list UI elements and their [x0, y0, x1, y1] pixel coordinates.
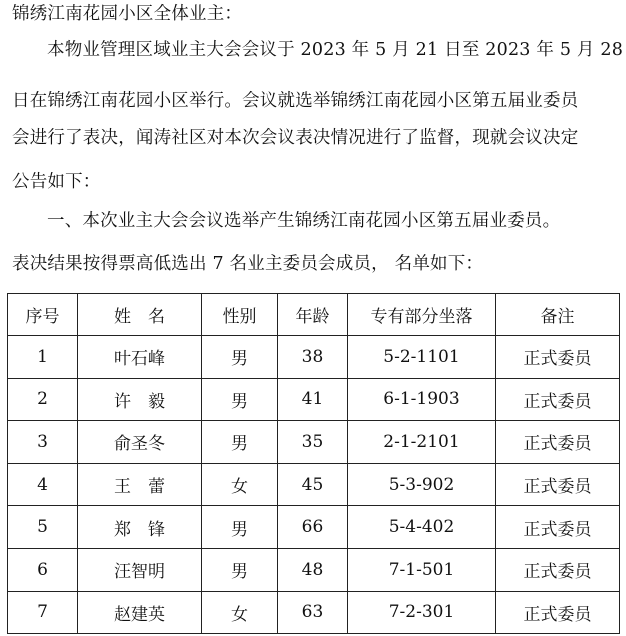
- cell-name: 赵建英: [78, 591, 202, 634]
- paragraph2-line1: 一、本次业主大会会议选举产生锦绣江南花园小区第五届业委员。: [47, 211, 561, 231]
- paragraph1-line4: 公告如下：: [12, 172, 101, 192]
- cell-gender: 女: [202, 591, 278, 634]
- header-note: 备注: [496, 294, 620, 336]
- cell-name: 叶石峰: [78, 336, 202, 379]
- paragraph2-line2: 表决结果按得票高低选出 7 名业主委员会成员， 名单如下：: [12, 254, 484, 274]
- cell-unit: 2-1-2101: [348, 421, 496, 464]
- cell-gender: 女: [202, 463, 278, 506]
- cell-unit: 5-3-902: [348, 463, 496, 506]
- cell-name: 郑 锋: [78, 506, 202, 549]
- cell-name: 王 蕾: [78, 463, 202, 506]
- cell-unit: 7-1-501: [348, 548, 496, 591]
- table-row: [8, 336, 620, 379]
- cell-gender: 男: [202, 378, 278, 421]
- cell-age: 41: [278, 378, 348, 421]
- cell-note: 正式委员: [496, 548, 620, 591]
- table-row: [8, 378, 620, 421]
- cell-age: 48: [278, 548, 348, 591]
- cell-no: 5: [8, 506, 78, 549]
- cell-note: 正式委员: [496, 421, 620, 464]
- cell-no: 2: [8, 378, 78, 421]
- cell-unit: 5-2-1101: [348, 336, 496, 379]
- paragraph1-line2: 日在锦绣江南花园小区举行。会议就选举锦绣江南花园小区第五届业委员: [12, 91, 579, 111]
- cell-gender: 男: [202, 421, 278, 464]
- salutation: 锦绣江南花园小区全体业主：: [12, 4, 243, 24]
- cell-no: 4: [8, 463, 78, 506]
- cell-note: 正式委员: [496, 378, 620, 421]
- cell-note: 正式委员: [496, 336, 620, 379]
- cell-gender: 男: [202, 548, 278, 591]
- table-row: [8, 548, 620, 591]
- cell-age: 35: [278, 421, 348, 464]
- cell-no: 1: [8, 336, 78, 379]
- table-row: [8, 421, 620, 464]
- table-row: [8, 506, 620, 549]
- header-no: 序号: [8, 294, 78, 336]
- cell-note: 正式委员: [496, 591, 620, 634]
- cell-age: 63: [278, 591, 348, 634]
- cell-no: 6: [8, 548, 78, 591]
- cell-note: 正式委员: [496, 463, 620, 506]
- cell-gender: 男: [202, 506, 278, 549]
- cell-age: 45: [278, 463, 348, 506]
- header-gender: 性别: [202, 294, 278, 336]
- cell-no: 7: [8, 591, 78, 634]
- paragraph1-line1: 本物业管理区域业主大会会议于 2023 年 5 月 21 日至 2023 年 5 月 28: [47, 40, 624, 60]
- cell-age: 38: [278, 336, 348, 379]
- cell-unit: 7-2-301: [348, 591, 496, 634]
- cell-note: 正式委员: [496, 506, 620, 549]
- committee-members-table: [7, 293, 620, 634]
- cell-gender: 男: [202, 336, 278, 379]
- table-row: [8, 463, 620, 506]
- cell-name: 俞圣冬: [78, 421, 202, 464]
- table-header-row: [8, 294, 620, 336]
- table-row: [8, 591, 620, 634]
- cell-name: 许 毅: [78, 378, 202, 421]
- header-age: 年龄: [278, 294, 348, 336]
- cell-no: 3: [8, 421, 78, 464]
- cell-unit: 6-1-1903: [348, 378, 496, 421]
- header-name: 姓 名: [78, 294, 202, 336]
- cell-name: 汪智明: [78, 548, 202, 591]
- paragraph1-line3: 会进行了表决，闻涛社区对本次会议表决情况进行了监督，现就会议决定: [12, 128, 579, 148]
- cell-age: 66: [278, 506, 348, 549]
- header-unit: 专有部分坐落: [348, 294, 496, 336]
- cell-unit: 5-4-402: [348, 506, 496, 549]
